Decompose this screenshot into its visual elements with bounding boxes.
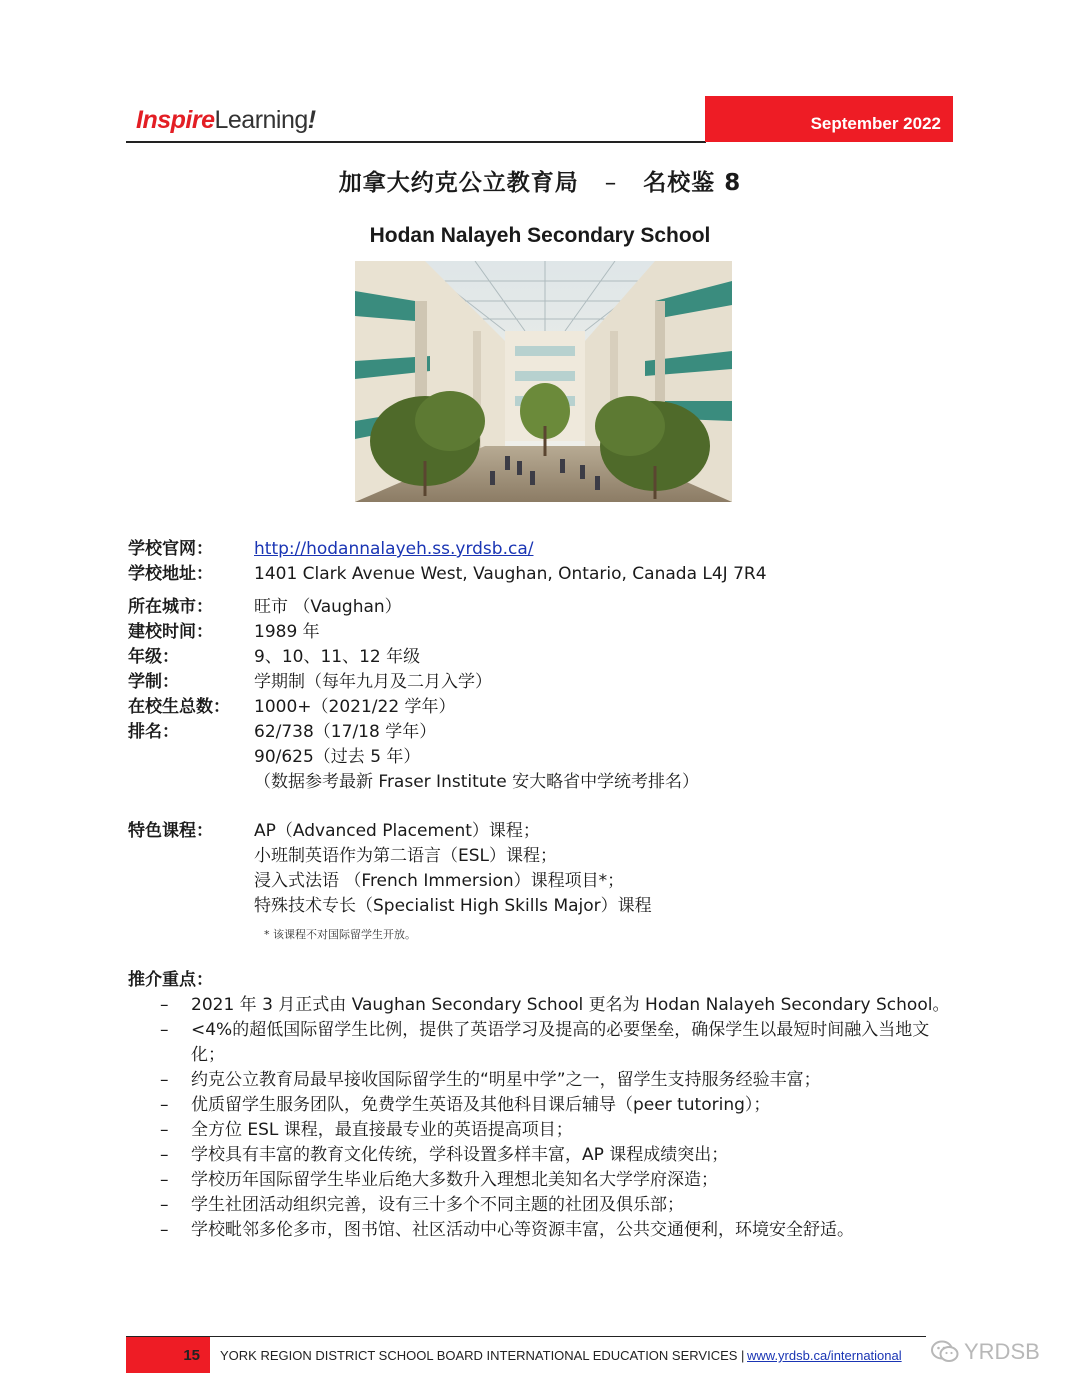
list-item (160, 1143, 950, 1168)
page-title (0, 167, 1080, 199)
students-label: 在校生总数： (128, 697, 230, 717)
list-item (160, 1193, 950, 1218)
list-item (160, 1118, 950, 1143)
list-item-text: <4%的超低国际留学生比例，提供了英语学习及提高的必要堡垒，确保学生以最短时间融入当地文化； (191, 1020, 930, 1065)
list-item-text: 学生社团活动组织完善，设有三十多个不同主题的社团及俱乐部； (191, 1195, 684, 1215)
ranking-value: 62/738（17/18 学年） (254, 722, 437, 742)
issue-date-badge (705, 96, 953, 142)
city-value: 旺市 （Vaughan） (254, 597, 402, 617)
ranking-label: 排名： (128, 722, 179, 742)
inspire-learning-logo (136, 103, 316, 137)
title-dash: – (604, 170, 618, 196)
list-item (160, 1018, 950, 1068)
programs-label: 特色课程： (128, 821, 213, 841)
list-item-text: 学校历年国际留学生毕业后绝大多数升入理想北美知名大学学府深造； (191, 1170, 718, 1190)
bullet-dash: – (160, 1095, 169, 1115)
logo-inspire: Inspire (136, 106, 215, 134)
list-item-text: 学校毗邻多伦多市，图书馆、社区活动中心等资源丰富，公共交通便利，环境安全舒适。 (191, 1220, 854, 1240)
wechat-icon (930, 1339, 960, 1365)
issue-date: September 2022 (810, 114, 941, 133)
founded-label: 建校时间： (128, 622, 213, 642)
program-item: 浸入式法语 （French Immersion）课程项目*； (254, 871, 625, 891)
title-left: 加拿大约克公立教育局 (338, 170, 579, 196)
program-item: 小班制英语作为第二语言（ESL）课程； (254, 846, 558, 866)
system-value: 学期制（每年九月及二月入学） (254, 672, 492, 692)
program-footnote: * 该课程不对国际留学生开放。 (264, 928, 416, 941)
highlights-list (160, 993, 950, 1243)
footer-org: YORK REGION DISTRICT SCHOOL BOARD INTERNATIONAL EDUCATION SERVICES | (220, 1348, 745, 1363)
highlights-title: 推介重点： (128, 970, 213, 990)
footer-rule (126, 1336, 926, 1337)
program-item: 特殊技术专长（Specialist High Skills Major）课程 (254, 896, 652, 916)
bullet-dash: – (160, 1070, 169, 1090)
logo-learning: Learning (214, 106, 308, 134)
list-item-text: 2021 年 3 月正式由 Vaughan Secondary School 更名为 Hodan Nalayeh Secondary School。 (191, 995, 950, 1015)
students-value: 1000+（2021/22 学年） (254, 697, 456, 717)
address-value: 1401 Clark Avenue West, Vaughan, Ontario, Canada L4J 7R4 (254, 564, 767, 584)
system-label: 学制： (128, 672, 179, 692)
page-number: 15 (183, 1346, 200, 1364)
school-atrium-photo (355, 261, 732, 502)
list-item (160, 1093, 950, 1118)
bullet-dash: – (160, 1170, 169, 1190)
list-item-text: 学校具有丰富的教育文化传统，学科设置多样丰富，AP 课程成绩突出； (191, 1145, 729, 1165)
bullet-dash: – (160, 1220, 169, 1240)
list-item (160, 993, 950, 1018)
bullet-dash: – (160, 1195, 169, 1215)
grades-value: 9、10、11、12 年级 (254, 647, 421, 667)
program-item: AP（Advanced Placement）课程； (254, 821, 540, 841)
page-number-badge (126, 1337, 210, 1373)
website-label: 学校官网： (128, 539, 213, 559)
list-item (160, 1168, 950, 1193)
list-item (160, 1218, 950, 1243)
logo-bang: ! (307, 106, 316, 134)
website-link[interactable]: http://hodannalayeh.ss.yrdsb.ca/ (254, 539, 534, 559)
website-value (254, 537, 533, 562)
watermark-text: YRDSB (964, 1339, 1040, 1364)
address-label: 学校地址： (128, 564, 213, 584)
ranking-source: （数据参考最新 Fraser Institute 安大略省中学统考排名） (254, 772, 700, 792)
bullet-dash: – (160, 1120, 169, 1140)
list-item (160, 1068, 950, 1093)
school-name: Hodan Nalayeh Secondary School (369, 224, 711, 247)
ranking-value: 90/625（过去 5 年） (254, 747, 421, 767)
watermark (930, 1338, 1040, 1366)
list-item-text: 约克公立教育局最早接收国际留学生的“明星中学”之一，留学生支持服务经验丰富； (191, 1070, 821, 1090)
title-right: 名校鉴 8 (643, 170, 742, 196)
bullet-dash: – (160, 1020, 169, 1040)
city-label: 所在城市： (128, 597, 213, 617)
list-item-text: 优质留学生服务团队，免费学生英语及其他科目课后辅导（peer tutoring）； (191, 1095, 771, 1115)
list-item-text: 全方位 ESL 课程，最直接最专业的英语提高项目； (191, 1120, 573, 1140)
bullet-dash: – (160, 1145, 169, 1165)
bullet-dash: – (160, 995, 169, 1015)
footer-link[interactable]: www.yrdsb.ca/international (747, 1348, 902, 1363)
founded-value: 1989 年 (254, 622, 320, 642)
grades-label: 年级： (128, 647, 179, 667)
header-rule (126, 141, 706, 143)
